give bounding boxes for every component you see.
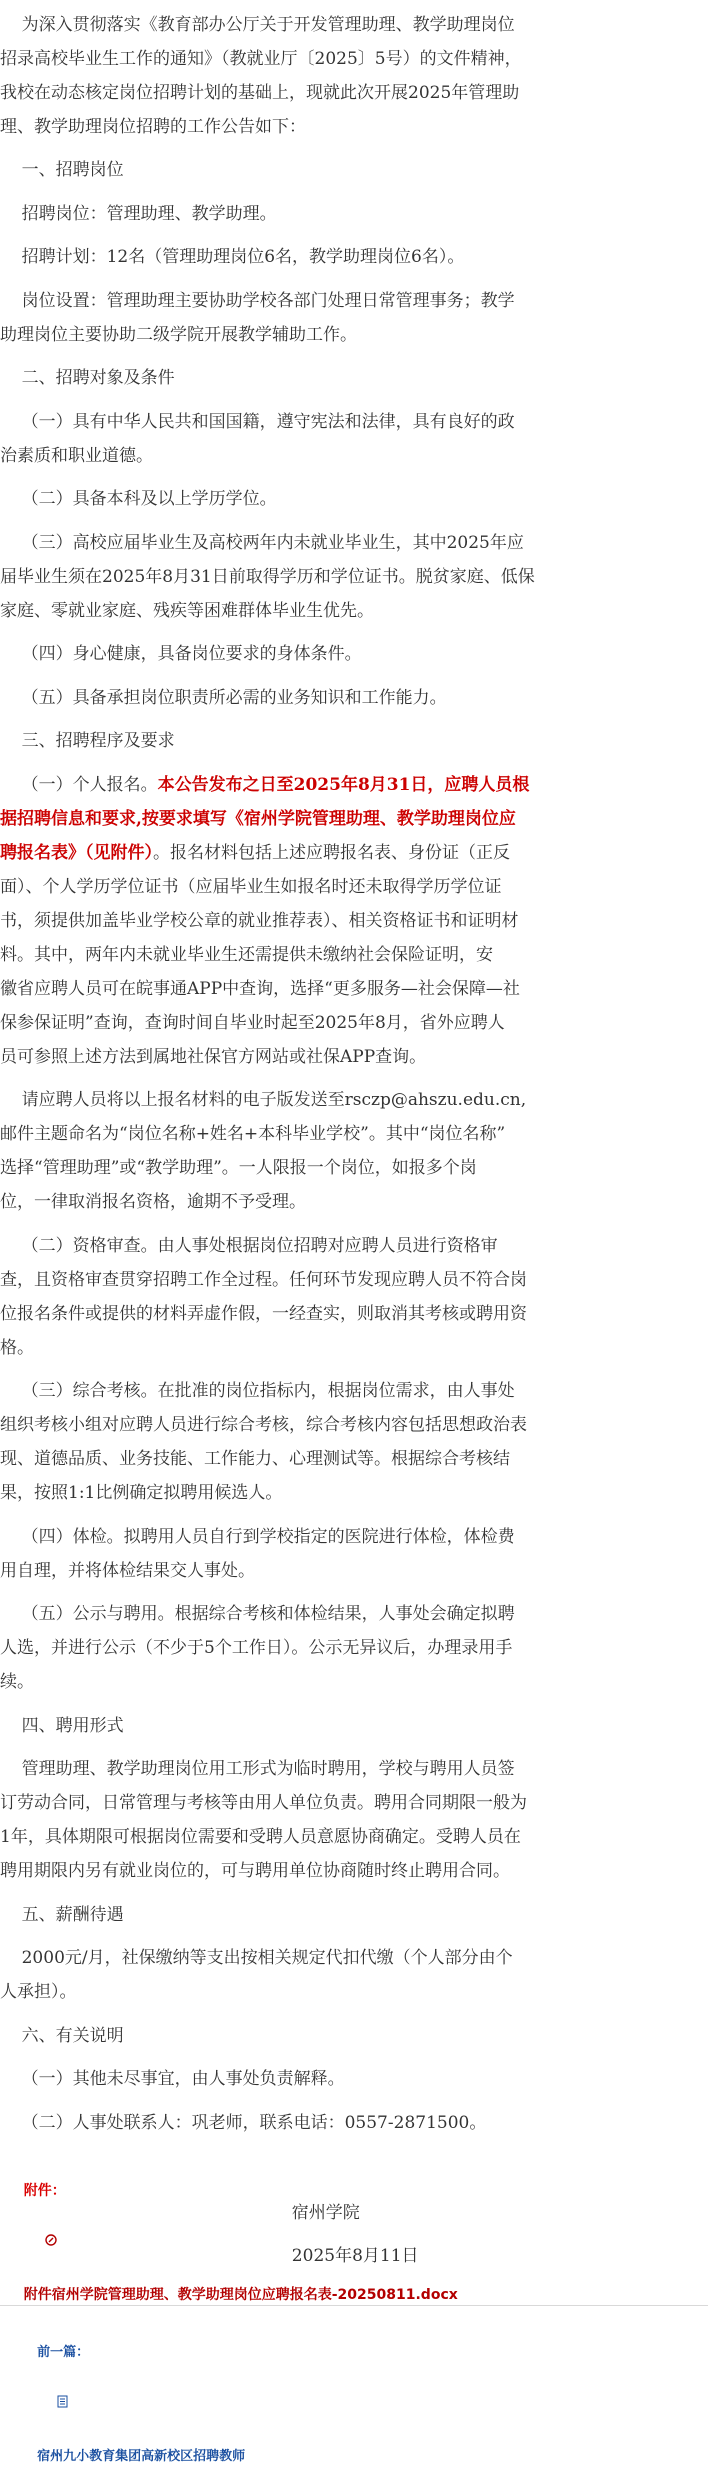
body-text: （五）具备承担岗位职责所必需的业务知识和工作能力。 <box>0 688 447 708</box>
body-text: 二、招聘对象及条件 <box>0 368 175 388</box>
text-line <box>0 1480 708 1506</box>
text-line <box>0 1335 708 1361</box>
text-line <box>0 201 708 227</box>
body-text: 招聘岗位：管理助理、教学助理。 <box>0 204 277 224</box>
text-line <box>0 1790 708 1816</box>
body-text: 2000元/月，社保缴纳等支出按相关规定代扣代缴（个人部分由个 <box>0 1948 513 1968</box>
text-line <box>0 908 708 934</box>
text-line <box>0 2023 708 2049</box>
text-line <box>0 1524 708 1550</box>
body-text: 届毕业生须在2025年8月31日前取得学历和学位证书。脱贫家庭、低保 <box>0 567 535 587</box>
body-text: 理、教学助理岗位招聘的工作公告如下： <box>0 117 306 137</box>
text-line <box>0 1756 708 1782</box>
body-text: 徽省应聘人员可在皖事通APP中查询，选择“更多服务—社会保障—社 <box>0 979 520 999</box>
text-line <box>0 1979 708 2005</box>
text-line <box>0 244 708 270</box>
text-line <box>0 1301 708 1327</box>
highlighted-text: 本公告发布之日至2025年8月31日，应聘人员根 <box>157 775 530 795</box>
body-text: 六、有关说明 <box>0 2026 124 2046</box>
body-text: （二）具备本科及以上学历学位。 <box>0 489 277 509</box>
highlighted-text: 聘报名表》（见附件） <box>0 843 153 863</box>
highlighted-text: 据招聘信息和要求,按要求填写《宿州学院管理助理、教学助理岗位应 <box>0 809 516 829</box>
body-text: 治素质和职业道德。 <box>0 446 153 466</box>
body-text: 书，须提供加盖毕业学校公章的就业推荐表）、相关资格证书和证明材 <box>0 911 519 931</box>
body-text: 。报名材料包括上述应聘报名表、身份证（正反 <box>153 843 510 863</box>
body-text: 助理岗位主要协助二级学院开展教学辅助工作。 <box>0 325 357 345</box>
body-text: 料。其中，两年内未就业毕业生还需提供未缴纳社会保险证明，安 <box>0 945 493 965</box>
previous-article-label: 前一篇： <box>37 2345 90 2360</box>
body-text: 家庭、零就业家庭、残疾等困难群体毕业生优先。 <box>0 601 374 621</box>
body-text: 位，一律取消报名资格，逾期不予受理。 <box>0 1192 306 1212</box>
text-line <box>0 80 708 106</box>
body-text: 组织考核小组对应聘人员进行综合考核，综合考核内容包括思想政治表 <box>0 1415 527 1435</box>
text-line <box>0 1087 708 1113</box>
text-line <box>0 530 708 556</box>
text-line <box>0 1858 708 1884</box>
body-text: 面）、个人学历学位证书（应届毕业生如报名时还未取得学历学位证 <box>0 877 502 897</box>
body-text: 岗位设置：管理助理主要协助学校各部门处理日常管理事务；教学 <box>0 291 515 311</box>
text-line <box>0 1558 708 1584</box>
body-text: 续。 <box>0 1672 34 1692</box>
text-line <box>0 1713 708 1739</box>
text-line <box>0 114 708 140</box>
body-text: 一、招聘岗位 <box>0 160 124 180</box>
footer-divider <box>0 2305 708 2306</box>
body-text: （一）个人报名。 <box>0 775 158 795</box>
body-text: （一）其他未尽事宜，由人事处负责解释。 <box>0 2069 345 2089</box>
text-line <box>0 1446 708 1472</box>
text-line <box>0 365 708 391</box>
body-text: 员可参照上述方法到属地社保官方网站或社保APP查询。 <box>0 1047 427 1067</box>
body-text: 为深入贯彻落实《教育部办公厅关于开发管理助理、教学助理岗位 <box>0 15 515 35</box>
body-text: 四、聘用形式 <box>0 1716 124 1736</box>
body-text: 1年，具体期限可根据岗位需要和受聘人员意愿协商确定。受聘人员在 <box>0 1827 521 1847</box>
text-line <box>0 1378 708 1404</box>
text-line <box>0 486 708 512</box>
text-line <box>0 942 708 968</box>
body-text: 格。 <box>0 1338 34 1358</box>
body-text: 果，按照1:1比例确定拟聘用候选人。 <box>0 1483 283 1503</box>
body-text: 聘用期限内另有就业岗位的，可与聘用单位协商随时终止聘用合同。 <box>0 1861 510 1881</box>
body-text: 人选，并进行公示（不少于5个工作日）。公示无异议后，办理录用手 <box>0 1638 513 1658</box>
body-text: （二）人事处联系人：巩老师，联系电话：0557-2871500。 <box>0 2113 487 2133</box>
body-text: 三、招聘程序及要求 <box>0 731 175 751</box>
text-line <box>0 1267 708 1293</box>
text-line <box>0 409 708 435</box>
body-text: （五）公示与聘用。根据综合考核和体检结果，人事处会确定拟聘 <box>0 1604 515 1624</box>
body-text: 用自理，并将体检结果交人事处。 <box>0 1561 255 1581</box>
body-text: 2025年8月11日 <box>0 2246 419 2266</box>
attachment-label: 附件： <box>23 2183 66 2199</box>
body-text: （四）体检。拟聘用人员自行到学校指定的医院进行体检，体检费 <box>0 1527 515 1547</box>
text-line <box>0 976 708 1002</box>
text-line <box>0 564 708 590</box>
body-text: 招聘计划：12名（管理助理岗位6名，教学助理岗位6名）。 <box>0 247 465 267</box>
document-icon <box>39 2366 68 2444</box>
body-text: 宿州学院 <box>0 2203 360 2223</box>
text-line <box>0 685 708 711</box>
body-text: 位报名条件或提供的材料弄虚作假，一经查实，则取消其考核或聘用资 <box>0 1304 527 1324</box>
text-line <box>0 598 708 624</box>
text-line <box>0 288 708 314</box>
body-text: 请应聘人员将以上报名材料的电子版发送至rsczp@ahszu.edu.cn, <box>0 1090 527 1110</box>
attachment-file-link[interactable]: 附件宿州学院管理助理、教学助理岗位应聘报名表-20250811.docx <box>23 2287 458 2303</box>
text-line <box>0 1412 708 1438</box>
text-line <box>0 1669 708 1695</box>
body-text: （三）高校应届毕业生及高校两年内未就业毕业生，其中2025年应 <box>0 533 524 553</box>
text-line <box>0 806 708 832</box>
text-line <box>0 1155 708 1181</box>
text-line <box>0 2066 708 2092</box>
text-line <box>0 1189 708 1215</box>
text-line <box>0 157 708 183</box>
text-line <box>0 12 708 38</box>
body-text: 管理助理、教学助理岗位用工形式为临时聘用，学校与聘用人员签 <box>0 1759 515 1779</box>
previous-article-link[interactable]: 宿州九小教育集团高新校区招聘教师 <box>37 2449 246 2464</box>
text-line <box>0 874 708 900</box>
text-line <box>0 1044 708 1070</box>
text-line <box>0 1121 708 1147</box>
body-text: 五、薪酬待遇 <box>0 1905 124 1925</box>
body-text: （三）综合考核。在批准的岗位指标内，根据岗位需求，由人事处 <box>0 1381 515 1401</box>
text-line <box>0 641 708 667</box>
text-line <box>0 1233 708 1259</box>
body-text: 选择“管理助理”或“教学助理”。一人限报一个岗位，如报多个岗 <box>0 1158 477 1178</box>
previous-article-row <box>28 2314 708 2470</box>
text-line <box>0 322 708 348</box>
body-text: 保参保证明”查询，查询时间自毕业时起至2025年8月，省外应聘人 <box>0 1013 505 1033</box>
text-line <box>0 1824 708 1850</box>
body-text: （四）身心健康，具备岗位要求的身体条件。 <box>0 644 362 664</box>
text-line <box>0 1902 708 1928</box>
body-text: 现、道德品质、业务技能、工作能力、心理测试等。根据综合考核结 <box>0 1449 510 1469</box>
text-line <box>0 1945 708 1971</box>
text-line <box>0 840 708 866</box>
text-line <box>0 46 708 72</box>
body-text: （二）资格审查。由人事处根据岗位招聘对应聘人员进行资格审 <box>0 1236 498 1256</box>
body-text: 邮件主题命名为“岗位名称+姓名+本科毕业学校”。其中“岗位名称” <box>0 1124 506 1144</box>
body-text: 我校在动态核定岗位招聘计划的基础上，现就此次开展2025年管理助 <box>0 83 520 103</box>
text-line <box>0 2110 708 2136</box>
body-text: （一）具有中华人民共和国国籍，遵守宪法和法律，具有良好的政 <box>0 412 515 432</box>
text-line <box>0 728 708 754</box>
attachment-icon <box>26 2204 58 2282</box>
body-text: 招录高校毕业生工作的通知》（教就业厅〔2025〕5号）的文件精神， <box>0 49 522 69</box>
text-line <box>0 1601 708 1627</box>
text-line <box>0 443 708 469</box>
body-text: 订劳动合同，日常管理与考核等由用人单位负责。聘用合同期限一般为 <box>0 1793 527 1813</box>
body-text: 查，且资格审查贯穿招聘工作全过程。任何环节发现应聘人员不符合岗 <box>0 1270 527 1290</box>
text-line <box>0 1010 708 1036</box>
text-line <box>0 772 708 798</box>
text-line <box>0 1635 708 1661</box>
attachment-row <box>14 2152 708 2308</box>
body-text: 人承担）。 <box>0 1982 77 2002</box>
